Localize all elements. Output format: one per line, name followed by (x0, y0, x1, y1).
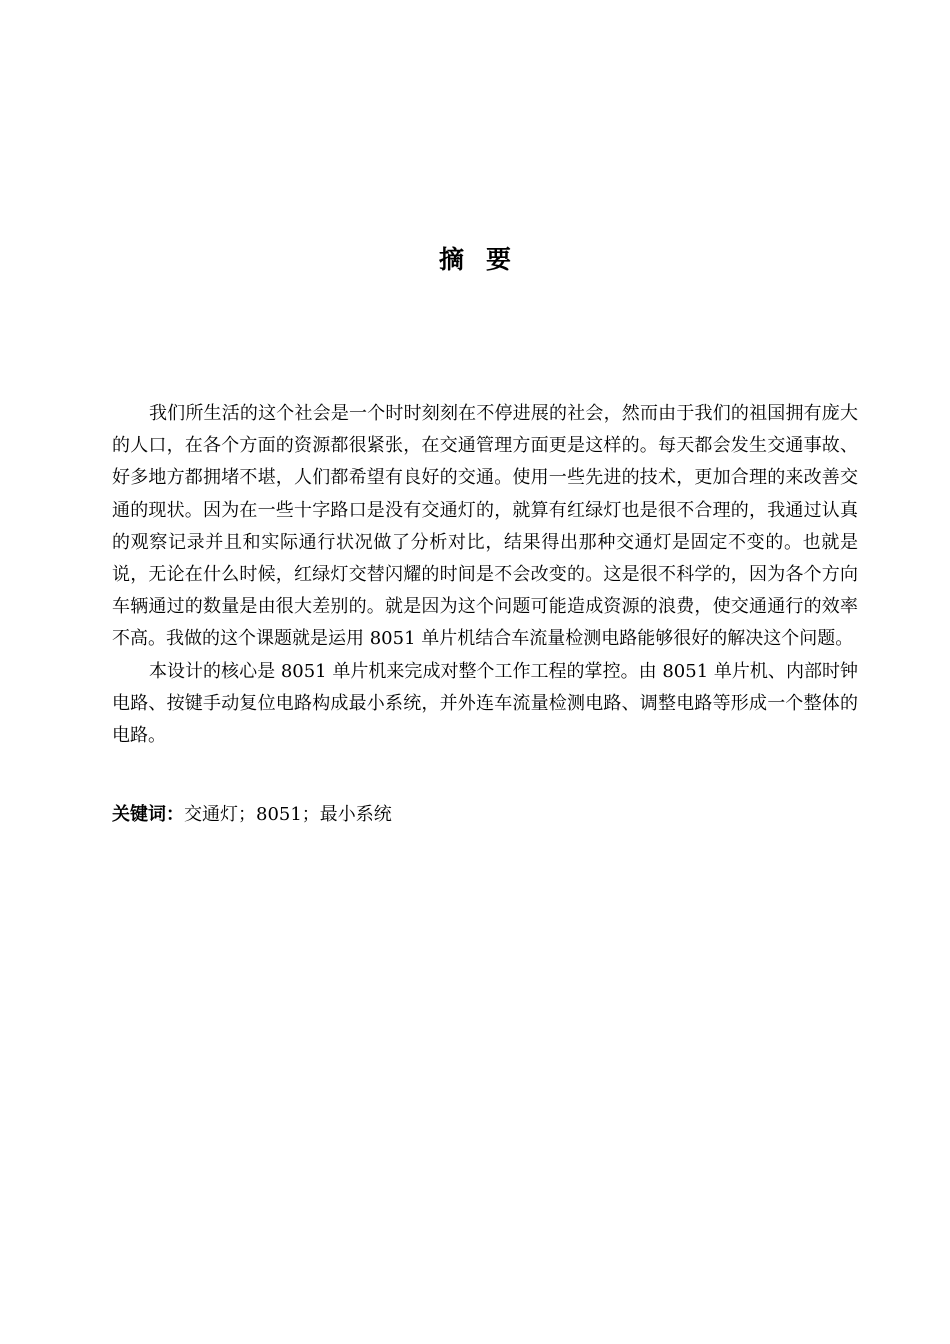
abstract-body (112, 398, 858, 752)
title-char-1: 摘 (438, 245, 464, 274)
abstract-paragraph-1: 我们所生活的这个社会是一个时时刻刻在不停进展的社会，然而由于我们的祖国拥有庞大的人口，在各个方面的资源都很紧张，在交通管理方面更是这样的。每天都会发生交通事故、好多地方都拥堵不堪，人们都希望有良好的交通。使用一些先进的技术，更加合理的来改善交通的现状。因为在一些十字路口是没有交通灯的，就算有红绿灯也是很不合理的，我通过认真的观察记录并且和实际通行状况做了分析对比，结果得出那种交通灯是固定不变的。也就是说，无论在什么时候，红绿灯交替闪耀的时间是不会改变的。这是很不科学的，因为各个方向车辆通过的数量是由很大差别的。就是因为这个问题可能造成资源的浪费，使交通通行的效率不高。我做的这个课题就是运用 8051 单片机结合车流量检测电路能够很好的解决这个问题。 (112, 403, 858, 650)
abstract-paragraph-2: 本设计的核心是 8051 单片机来完成对整个工作工程的掌控。由 8051 单片机、内部时钟电路、按键手动复位电路构成最小系统，并外连车流量检测电路、调整电路等形成一个整体的电路。 (112, 660, 858, 747)
page-title (0, 240, 950, 280)
title-char-2: 要 (486, 245, 512, 274)
keywords-line (112, 799, 858, 831)
keywords-label: 关键词： (112, 804, 184, 825)
keywords-value: 交通灯；8051；最小系统 (184, 804, 392, 825)
